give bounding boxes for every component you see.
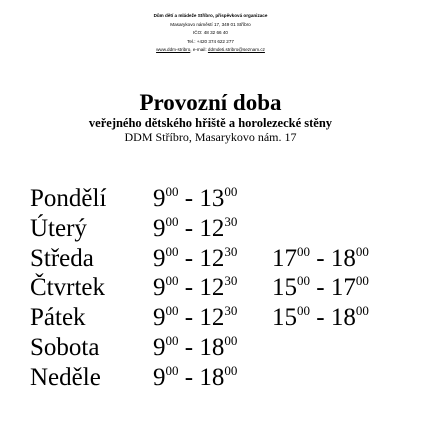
to-minutes: 30 xyxy=(224,213,238,229)
time-separator: - xyxy=(310,274,331,302)
page-subtitle: veřejného dětského hřiště a horolezecké stěny xyxy=(88,116,333,130)
to-minutes: 30 xyxy=(224,303,238,319)
time-slot xyxy=(153,273,237,303)
to-hour: 18 xyxy=(199,363,225,391)
time-separator: - xyxy=(178,304,200,332)
website-link[interactable]: www.ddm-stribro xyxy=(156,47,191,53)
time-slot xyxy=(272,273,369,303)
from-minutes: 00 xyxy=(165,213,179,229)
from-hour: 15 xyxy=(272,304,297,332)
time-separator: - xyxy=(178,363,200,391)
to-minutes: 00 xyxy=(224,332,238,348)
organization-name: Dům dětí a mládeže Stříbro, příspěvková organizace xyxy=(153,13,268,18)
from-hour: 9 xyxy=(153,185,166,212)
time-separator: - xyxy=(178,333,200,361)
to-minutes: 00 xyxy=(224,184,238,199)
title-block xyxy=(0,89,421,144)
to-hour: 13 xyxy=(199,185,225,212)
time-slot xyxy=(153,244,237,274)
to-minutes: 00 xyxy=(355,273,369,289)
from-hour: 17 xyxy=(272,244,297,272)
time-slot xyxy=(153,333,237,363)
from-hour: 9 xyxy=(153,304,166,332)
from-hour: 9 xyxy=(153,363,166,391)
email-label: , e-mail: xyxy=(190,47,208,53)
to-minutes: 00 xyxy=(355,243,369,259)
organization-phone: Tel.: +420 374 622 277 xyxy=(187,38,234,44)
day-name: Úterý xyxy=(30,214,87,242)
to-hour: 12 xyxy=(199,274,225,302)
organization-address: Masarykovo náměstí 17, 349 01 Stříbro xyxy=(170,21,251,27)
email-link[interactable]: ddmdeti.stribro@seznam.cz xyxy=(207,47,265,53)
organization-contacts xyxy=(0,46,421,55)
from-minutes: 00 xyxy=(165,303,179,319)
from-hour: 9 xyxy=(153,274,166,302)
from-minutes: 00 xyxy=(165,273,179,289)
from-hour: 9 xyxy=(153,214,166,242)
from-hour: 9 xyxy=(153,333,166,361)
day-name: Pátek xyxy=(30,304,86,332)
to-minutes: 00 xyxy=(224,362,238,378)
day-name: Středa xyxy=(30,244,94,272)
time-slot xyxy=(153,363,237,393)
organization-ico: IČO: 48 32 66 40 xyxy=(193,30,228,36)
from-minutes: 00 xyxy=(297,273,310,289)
time-slot xyxy=(272,244,369,274)
time-separator: - xyxy=(178,214,200,242)
day-name: Pondělí xyxy=(30,185,107,212)
time-separator: - xyxy=(310,304,331,332)
time-separator: - xyxy=(178,274,200,302)
time-slot xyxy=(272,303,369,333)
day-name: Čtvrtek xyxy=(30,274,105,302)
location-text: DDM Stříbro, Masarykovo nám. 17 xyxy=(124,130,297,144)
time-slot xyxy=(153,184,237,214)
from-minutes: 00 xyxy=(165,184,179,199)
to-hour: 18 xyxy=(199,333,225,361)
to-hour: 18 xyxy=(330,304,356,332)
to-hour: 12 xyxy=(199,304,225,332)
from-minutes: 00 xyxy=(165,332,179,348)
to-minutes: 30 xyxy=(224,273,238,289)
from-minutes: 00 xyxy=(165,362,179,378)
organization-header xyxy=(0,12,421,55)
time-separator: - xyxy=(310,244,331,272)
from-hour: 9 xyxy=(153,244,166,272)
page-title: Provozní doba xyxy=(139,90,282,115)
day-name: Neděle xyxy=(30,363,101,391)
to-hour: 17 xyxy=(330,274,356,302)
from-hour: 15 xyxy=(272,274,297,302)
to-hour: 18 xyxy=(330,244,356,272)
time-separator: - xyxy=(178,244,200,272)
time-slot xyxy=(153,303,237,333)
to-minutes: 30 xyxy=(224,243,238,259)
from-minutes: 00 xyxy=(297,243,310,259)
to-minutes: 00 xyxy=(355,303,369,319)
from-minutes: 00 xyxy=(165,243,179,259)
to-hour: 12 xyxy=(199,214,225,242)
day-name: Sobota xyxy=(30,333,100,361)
time-separator: - xyxy=(178,185,200,212)
to-hour: 12 xyxy=(199,244,225,272)
from-minutes: 00 xyxy=(297,303,310,319)
time-slot xyxy=(153,214,237,244)
